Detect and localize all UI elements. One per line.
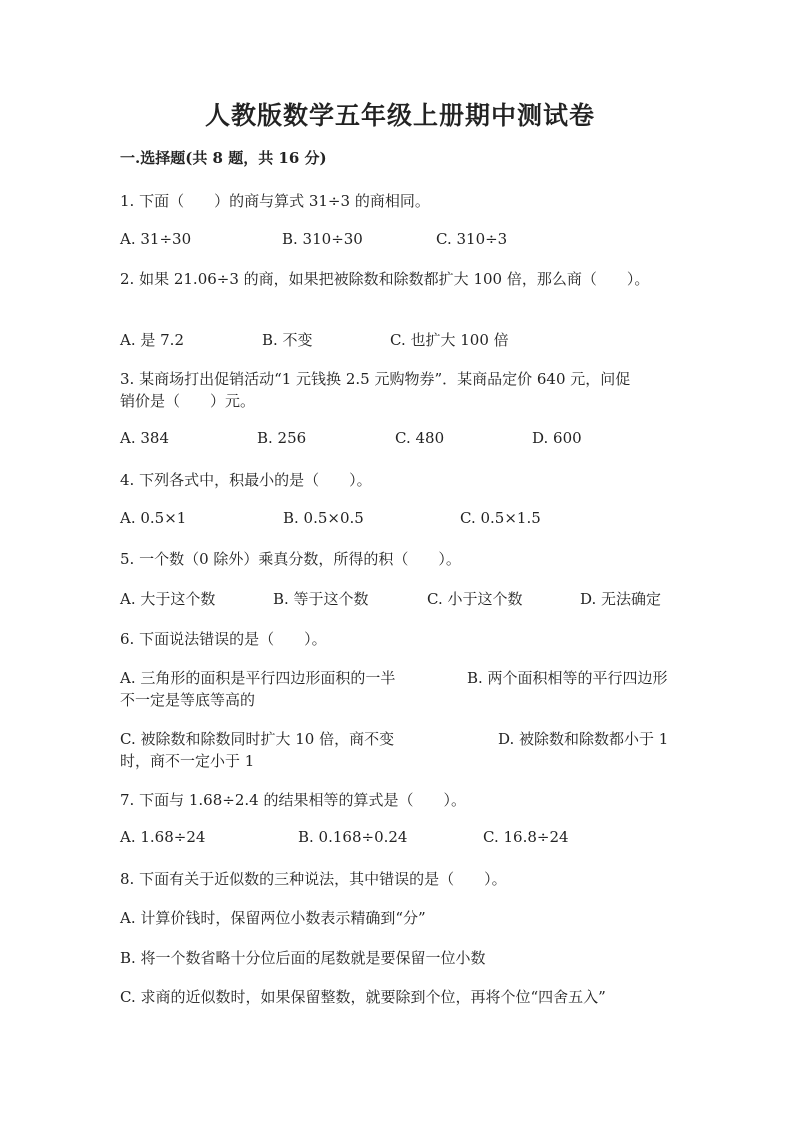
question-2-option-c: C. 也扩大 100 倍 xyxy=(390,331,509,349)
question-3-option-d: D. 600 xyxy=(532,429,582,447)
question-5-option-c: C. 小于这个数 xyxy=(427,590,523,608)
page-title: 人教版数学五年级上册期中测试卷 xyxy=(204,101,595,130)
question-1-option-b: B. 310÷30 xyxy=(282,230,363,248)
question-1-stem: 1. 下面（ ）的商与算式 31÷3 的商相同。 xyxy=(120,192,430,210)
question-4-option-a: A. 0.5×1 xyxy=(120,509,187,527)
question-4-option-c: C. 0.5×1.5 xyxy=(460,509,541,527)
question-4-stem: 4. 下列各式中，积最小的是（ ）。 xyxy=(120,471,372,489)
question-3-option-a: A. 384 xyxy=(120,429,169,447)
question-1-option-a: A. 31÷30 xyxy=(120,230,192,248)
question-6-option-d: D. 被除数和除数都小于 1 xyxy=(498,730,669,748)
question-6-option-a: A. 三角形的面积是平行四边形面积的一半 xyxy=(120,669,396,687)
question-6-option-b: B. 两个面积相等的平行四边形 xyxy=(467,669,668,687)
question-3-option-c: C. 480 xyxy=(395,429,445,447)
question-6-stem: 6. 下面说法错误的是（ ）。 xyxy=(120,630,327,648)
question-3-option-b: B. 256 xyxy=(257,429,307,447)
question-5-option-a: A. 大于这个数 xyxy=(120,590,216,608)
question-6-option-c: C. 被除数和除数同时扩大 10 倍，商不变 xyxy=(120,730,395,748)
question-1-option-c: C. 310÷3 xyxy=(436,230,508,248)
question-4-option-b: B. 0.5×0.5 xyxy=(283,509,364,527)
question-3-stem-line-2: 销价是（ ）元。 xyxy=(120,392,256,410)
question-8-option-c: C. 求商的近似数时，如果保留整数，就要除到个位，再将个位“四舍五入” xyxy=(120,988,606,1006)
question-8-option-b: B. 将一个数省略十分位后面的尾数就是要保留一位小数 xyxy=(120,949,486,967)
question-6-option-d-continued: 时，商不一定小于 1 xyxy=(120,752,255,770)
question-8-option-a: A. 计算价钱时，保留两位小数表示精确到“分” xyxy=(120,909,426,927)
question-7-option-c: C. 16.8÷24 xyxy=(483,828,569,846)
question-5-option-b: B. 等于这个数 xyxy=(273,590,369,608)
question-6-option-b-continued: 不一定是等底等高的 xyxy=(120,691,256,709)
question-2-stem: 2. 如果 21.06÷3 的商，如果把被除数和除数都扩大 100 倍，那么商（ ）。 xyxy=(120,270,650,288)
question-3-stem-line-1: 3. 某商场打出促销活动“1 元钱换 2.5 元购物券”．某商品定价 640 元，问促 xyxy=(120,370,631,388)
question-2-option-a: A. 是 7.2 xyxy=(120,331,184,349)
section-heading: 一.选择题(共 8 题，共 16 分) xyxy=(120,149,327,167)
question-2-option-b: B. 不变 xyxy=(262,331,313,349)
question-8-stem: 8. 下面有关于近似数的三种说法，其中错误的是（ ）。 xyxy=(120,870,507,888)
question-7-stem: 7. 下面与 1.68÷2.4 的结果相等的算式是（ ）。 xyxy=(120,791,466,809)
question-5-stem: 5. 一个数（0 除外）乘真分数，所得的积（ ）。 xyxy=(120,550,461,568)
question-7-option-a: A. 1.68÷24 xyxy=(120,828,206,846)
question-5-option-d: D. 无法确定 xyxy=(580,590,662,608)
question-7-option-b: B. 0.168÷0.24 xyxy=(298,828,408,846)
